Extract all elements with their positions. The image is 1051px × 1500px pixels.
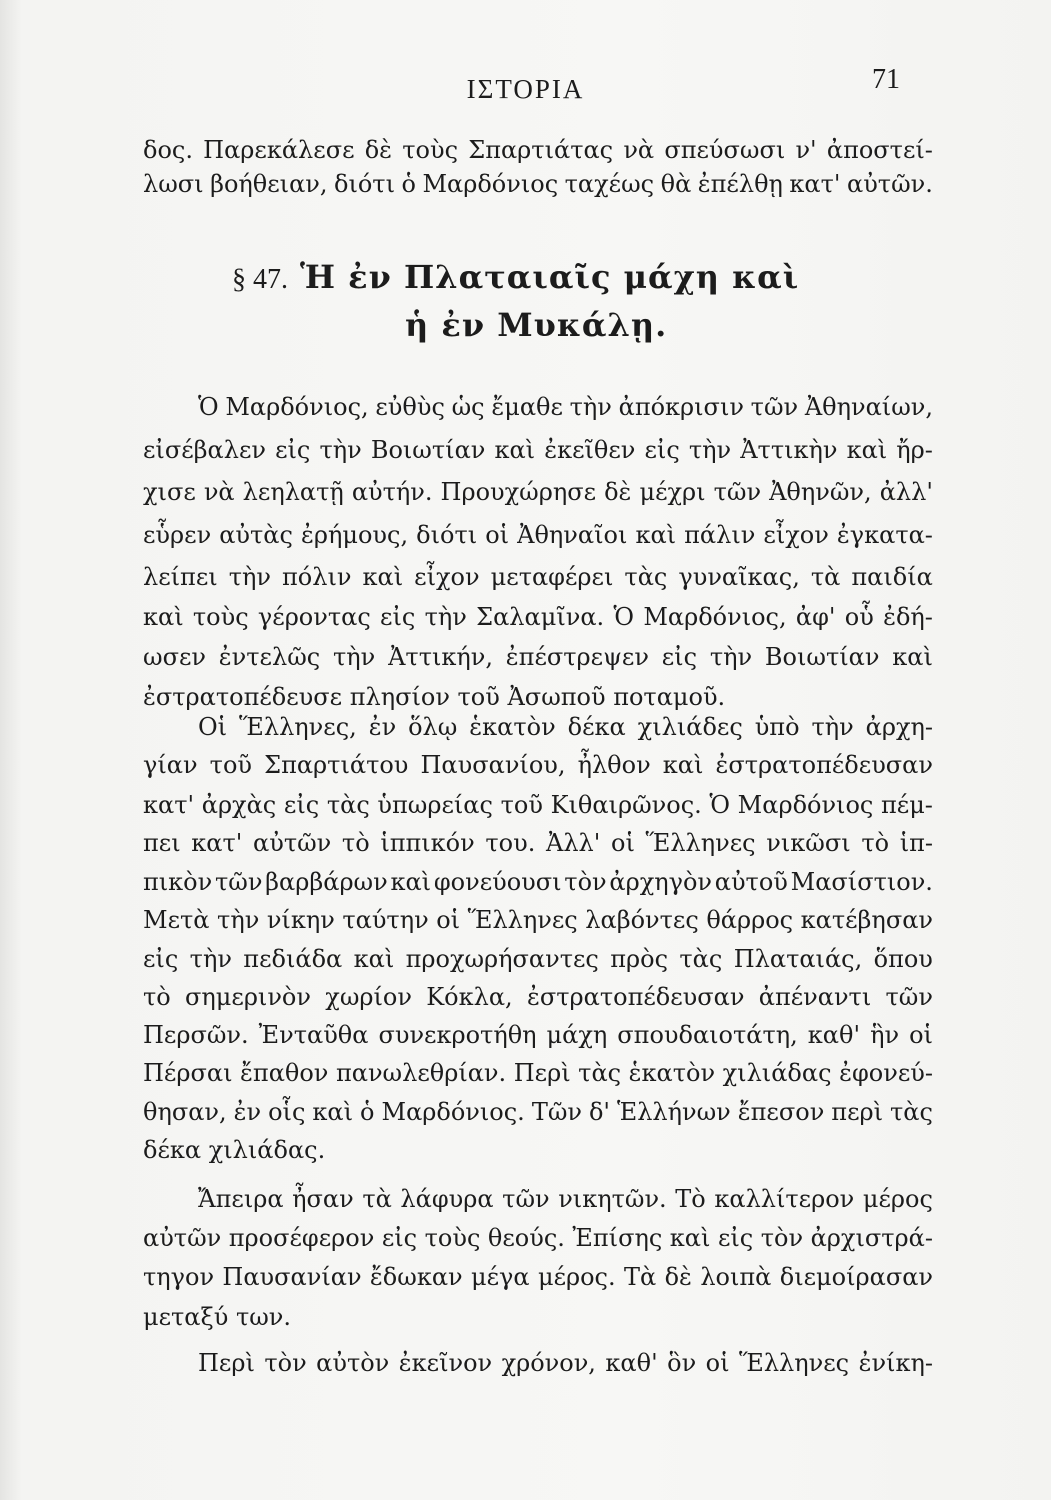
section-title-line-1: Ἡ ἐν Πλαταιαῖς μάχη καὶ [300,258,800,296]
text-line: ἐστρατοπέδευσε πλησίον τοῦ Ἀσωποῦ ποταμοῦ. [143,683,726,711]
text-line: θησαν, ἐν οἷς καὶ ὁ Μαρδόνιος. Τῶν δ' Ἑλλήνων ἔπεσον περὶ τὰς [143,1098,933,1126]
text-line: λείπει τὴν πόλιν καὶ εἶχον μεταφέρει τὰς γυναῖκας, τὰ παιδία [143,563,933,591]
text-line: Ὁ Μαρδόνιος, εὐθὺς ὡς ἔμαθε τὴν ἀπόκρισιν τῶν Ἀθηναίων, [198,393,933,421]
text-line: κατ' ἀρχὰς εἰς τὰς ὑπωρείας τοῦ Κιθαιρῶνος. Ὁ Μαρδόνιος πέμ- [143,791,933,819]
text-line: αὐτῶν προσέφερον εἰς τοὺς θεούς. Ἐπίσης καὶ εἰς τὸν ἀρχιστρά- [143,1224,933,1252]
text-line: τὸ σημερινὸν χωρίον Κόκλα, ἐστρατοπέδευσαν ἀπέναντι τῶν [143,983,933,1011]
text-line: Περὶ τὸν αὐτὸν ἐκεῖνον χρόνον, καθ' ὃν οἱ Ἕλληνες ἐνίκη- [198,1349,933,1377]
text-line: χισε νὰ λεηλατῇ αὐτήν. Προυχώρησε δὲ μέχρι τῶν Ἀθηνῶν, ἀλλ' [143,478,933,506]
text-line: εἰσέβαλεν εἰς τὴν Βοιωτίαν καὶ ἐκεῖθεν εἰς τὴν Ἀττικὴν καὶ ἤρ- [143,436,933,464]
page-number: 71 [872,64,900,95]
text-line: ωσεν ἐντελῶς τὴν Ἀττικήν, ἐπέστρεψεν εἰς τὴν Βοιωτίαν καὶ [143,643,933,671]
text-line: τηγον Παυσανίαν ἔδωκαν μέγα μέρος. Τὰ δὲ λοιπὰ διεμοίρασαν [143,1263,933,1291]
text-line: μεταξύ των. [143,1303,292,1331]
text-line: δέκα χιλιάδας. [143,1136,326,1164]
text-line: Ἄπειρα ἦσαν τὰ λάφυρα τῶν νικητῶν. Τὸ καλλίτερον μέρος [198,1185,933,1213]
section-number: § 47. [232,264,288,295]
text-line: καὶ τοὺς γέροντας εἰς τὴν Σαλαμῖνα. Ὁ Μαρδόνιος, ἀφ' οὗ ἐδή- [143,603,933,631]
text-line: εὗρεν αὐτὰς ἐρήμους, διότι οἱ Ἀθηναῖοι καὶ πάλιν εἶχον ἐγκατα- [143,521,933,549]
text-line: εἰς τὴν πεδιάδα καὶ προχωρήσαντες πρὸς τὰς Πλαταιάς, ὅπου [143,945,933,973]
text-line: δος. Παρεκάλεσε δὲ τοὺς Σπαρτιάτας νὰ σπεύσωσι ν' ἀποστεί- [143,136,933,164]
text-line: πικὸν τῶν βαρβάρων καὶ φονεύουσι τὸν ἀρχηγὸν αὐτοῦ Μασίστιον. [143,868,933,896]
section-heading [232,258,832,296]
text-line: Οἱ Ἕλληνες, ἐν ὅλῳ ἑκατὸν δέκα χιλιάδες ὑπὸ τὴν ἀρχη- [198,713,933,741]
text-line: πει κατ' αὐτῶν τὸ ἱππικόν του. Ἀλλ' οἱ Ἕλληνες νικῶσι τὸ ἱπ- [143,829,933,857]
text-line: γίαν τοῦ Σπαρτιάτου Παυσανίου, ἦλθον καὶ ἐστρατοπέδευσαν [143,751,933,779]
text-line: λωσι βοήθειαν, διότι ὁ Μαρδόνιος ταχέως θὰ ἐπέλθῃ κατ' αὐτῶν. [143,170,933,198]
running-title: ΙΣΤΟΡΙΑ [466,74,585,104]
text-line: Πέρσαι ἔπαθον πανωλεθρίαν. Περὶ τὰς ἑκατὸν χιλιάδας ἐφονεύ- [143,1059,933,1087]
section-title-line-2: ἡ ἐν Μυκάλῃ. [405,306,668,344]
text-line: Περσῶν. Ἐνταῦθα συνεκροτήθη μάχη σπουδαιοτάτη, καθ' ἣν οἱ [143,1021,933,1049]
text-line: Μετὰ τὴν νίκην ταύτην οἱ Ἕλληνες λαβόντες θάρρος κατέβησαν [143,906,933,934]
